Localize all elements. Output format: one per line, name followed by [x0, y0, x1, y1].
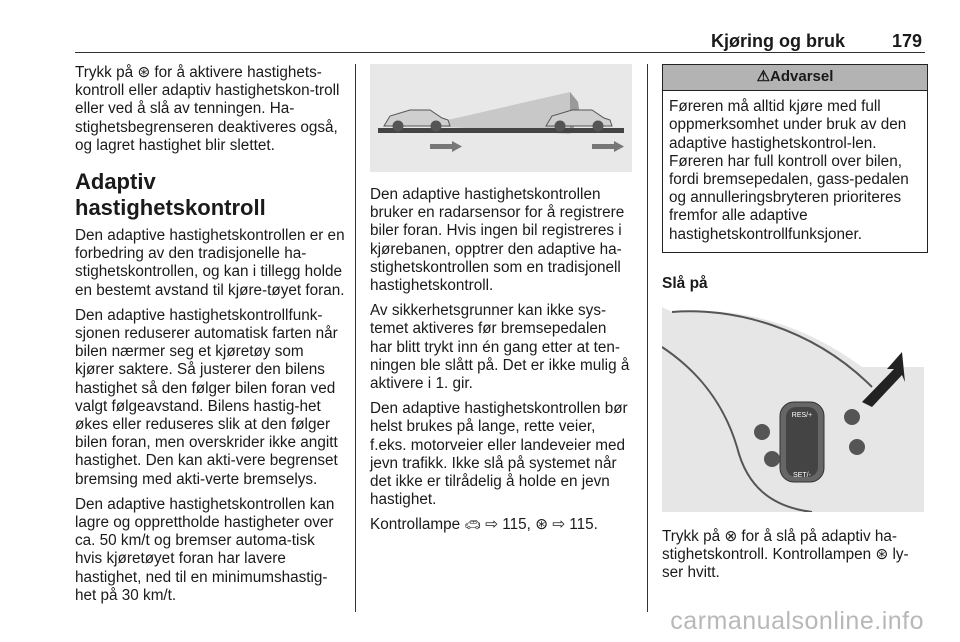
paragraph: Trykk på ⊗ for å slå på adaptiv ha-stighetskontroll. Kontrollampen ⊛ ly-ser hvitt.: [662, 528, 909, 582]
column-middle: [370, 64, 632, 542]
paragraph: Den adaptive hastighetskontrollen er en forbedring av den tradisjonelle ha-stighetskontrollen, og kan i tillegg holde en bestemt avstand til kjøre-tøyet foran.: [75, 227, 345, 299]
section-heading: Adaptiv hastighetskontroll: [75, 169, 266, 221]
page-header-title: Kjøring og bruk: [711, 31, 845, 51]
page-number: 179: [891, 31, 922, 51]
reference-arrow-icon: ⇨: [552, 516, 566, 534]
warning-icon: ⚠: [756, 68, 771, 85]
paragraph: Av sikkerhetsgrunner kan ikke sys-temet aktiveres før bremsepedalen har blitt trykt inn én gang etter at ten-ningen ble slått på. Det er ikke mulig å aktivere i 1. gir.: [370, 302, 630, 393]
watermark: carmanualsonline.info: [670, 607, 924, 635]
car-icon: 🚗︎: [464, 517, 481, 533]
button-icon: [849, 439, 865, 455]
column-right: [662, 64, 928, 590]
button-label: RES/+: [791, 412, 813, 420]
control-lamp-reference: Kontrollampe 🚗︎ ⇨ 115, ⊛ ⇨ 115.: [370, 516, 598, 534]
header-rule: [75, 52, 925, 53]
steering-wheel-illustration: [662, 307, 924, 512]
warning-text: Føreren må alltid kjøre med full oppmerksomhet under bruk av den adaptive hastighetskontrol-len. Føreren har full kontroll over bilen, fordi bremsepedalen, gass-pedalen og annulleringsbryteren prioriteres fremfor alle adaptive hastighetskontrollfunksjoner.: [669, 98, 909, 243]
paragraph: Den adaptive hastighetskontrollfunk-sjonen reduserer automatisk farten når bilen nærmer seg et kjøretøy som kjører saktere. Så justerer den bilens hastighet så den følger bilen foran ved valgt følgeavstand. Bilens hastig-het økes eller reduseres slik at den følger bilen foran, men overskrider ikke angitt hastighet. Den kan akti-vere begrenset bremsing med akti-verte bremselys.: [75, 306, 338, 488]
paragraph: Den adaptive hastighetskontrollen bør helst brukes på lange, rette veier, f.eks. motorveier eller landeveier med jevn trafikk. Ikke slå på systemet når det ikke er tilrådelig å holde en jevn hastighet.: [370, 400, 628, 509]
warning-box: [662, 64, 928, 253]
paragraph: Den adaptive hastighetskontrollen bruker en radarsensor for å registrere biler foran. Hvis ingen bil registreres i kjørebanen, opptrer den adaptive ha-stighetskontrollen som en tradisjonell hastighetskontroll.: [370, 186, 625, 295]
button-icon: [764, 451, 780, 467]
button-label: SET/-: [793, 472, 811, 480]
subsection-heading: Slå på: [662, 274, 708, 292]
button-icon: [844, 409, 860, 425]
cruise-control-icon: ⊛: [535, 516, 548, 534]
intro-paragraph: Trykk på ⊛ for å aktivere hastighets-kontroll eller adaptiv hastighetskon-troll eller ved å slå av tenningen. Ha-stighetsbegrenseren deaktiveres også, og lagret hastighet blir slettet.: [75, 64, 340, 154]
column-divider-1: [355, 64, 356, 612]
column-divider-2: [647, 64, 648, 612]
radar-illustration: [370, 64, 632, 172]
paragraph: Den adaptive hastighetskontrollen kan lagre og opprettholde hastigheter over ca. 50 km/t og bremser automa-tisk hvis kjøretøyet foran har lavere hastighet, ned til en minimumshastig-het på 30 km/t.: [75, 495, 335, 604]
button-icon: [754, 424, 770, 440]
warning-header: ⚠Advarsel: [663, 65, 927, 91]
reference-arrow-icon: ⇨: [485, 516, 498, 534]
column-left: [75, 64, 345, 612]
